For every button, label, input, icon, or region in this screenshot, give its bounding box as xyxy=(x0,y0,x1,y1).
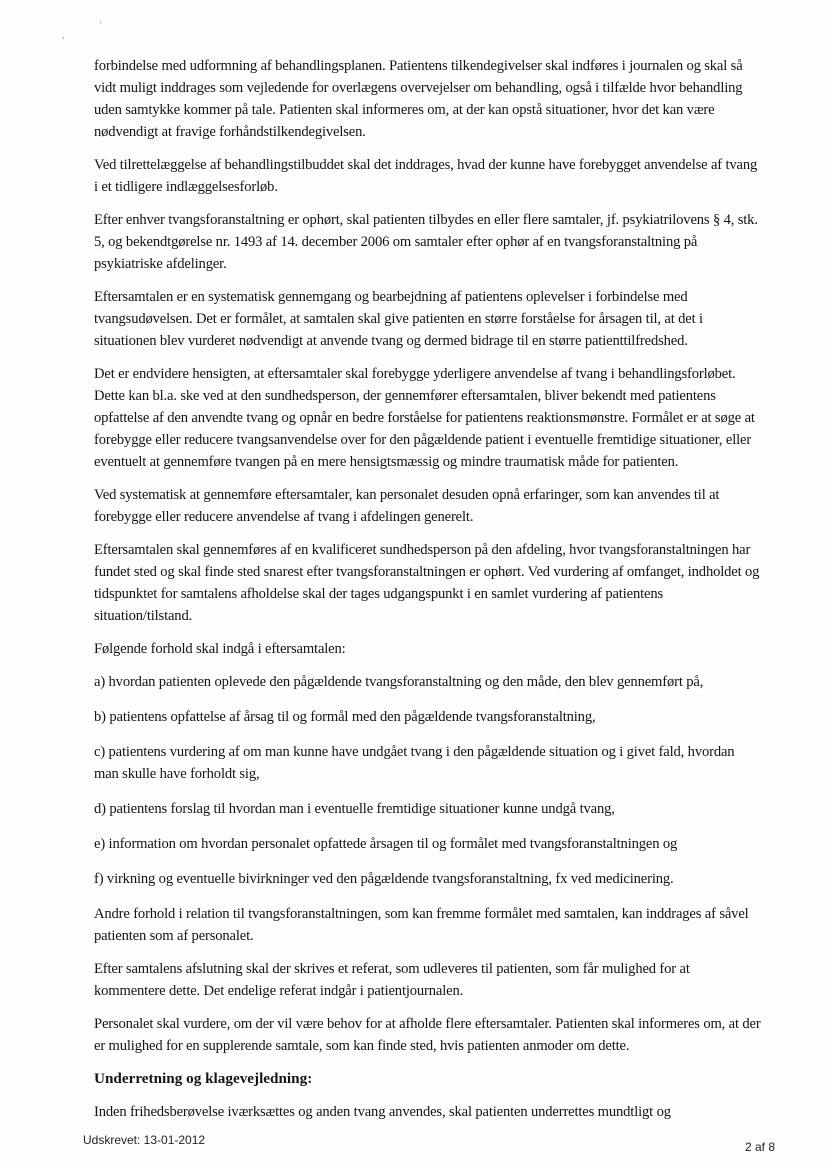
paragraph: Andre forhold i relation til tvangsforanstaltningen, som kan fremme formålet med samtalen, kan inddrages af såvel patienten som af personalet. xyxy=(94,906,749,944)
section-heading: Underretning og klagevejledning: xyxy=(94,1070,313,1087)
list-item: a) hvordan patienten oplevede den pågældende tvangsforanstaltning og den måde, den blev gennemført på, xyxy=(94,674,704,690)
paragraph: Inden frihedsberøvelse iværksættes og anden tvang anvendes, skal patienten underrettes mundtligt og xyxy=(94,1104,671,1120)
list-item: b) patientens opfattelse af årsag til og formål med den pågældende tvangsforanstaltning, xyxy=(94,709,596,725)
paragraph: Efter enhver tvangsforanstaltning er ophørt, skal patienten tilbydes en eller flere samtaler, jf. psykiatrilovens § 4, stk. 5, og bekendtgørelse nr. 1493 af 14. december 2006 om samtaler efter ophør af en tvangsforanstaltning på psykiatriske afdelinger. xyxy=(94,212,758,272)
paragraph: Det er endvidere hensigten, at eftersamtaler skal forebygge yderligere anvendelse af tvang i behandlingsforløbet. Dette kan bl.a. ske ved at den sundhedsperson, der gennemfører eftersamtalen, bliver bekendt med patientens opfattelse af den anvendte tvang og opnår en bedre forståelse for patientens reaktionsmønstre. Formålet er at søge at forebygge eller reducere tvangsanvendelse over for den pågældende patient i eventuelle fremtidige situationer, eller eventuelt at gennemføre tvangen på en mere hensigtsmæssig og mindre traumatisk måde for patienten. xyxy=(94,366,755,470)
page-number: 2 af 8 xyxy=(744,1140,775,1154)
paragraph: Følgende forhold skal indgå i eftersamtalen: xyxy=(94,641,346,657)
paragraph: Ved tilrettelæggelse af behandlingstilbuddet skal det inddrages, hvad der kunne have forebygget anvendelse af tvang i et tidligere indlæggelsesforløb. xyxy=(94,157,758,195)
list-item: d) patientens forslag til hvordan man i eventuelle fremtidige situationer kunne undgå tvang, xyxy=(94,801,615,817)
document-body xyxy=(94,55,762,1134)
print-date: Udskrevet: 13-01-2012 xyxy=(83,1133,206,1147)
paragraph: Efter samtalens afslutning skal der skrives et referat, som udleveres til patienten, som får mulighed for at kommentere dette. Det endelige referat indgår i patientjournalen. xyxy=(94,961,690,999)
paragraph: Eftersamtalen er en systematisk gennemgang og bearbejdning af patientens oplevelser i forbindelse med tvangsudøvelsen. Det er formålet, at samtalen skal give patienten en større forståelse for årsagen til, at det i situationen blev vurderet nødvendigt at anvende tvang og dermed bidrage til en større patienttilfredshed. xyxy=(94,289,703,349)
list-item: c) patientens vurdering af om man kunne have undgået tvang i den pågældende situation og i givet fald, hvordan man skulle have forholdt sig, xyxy=(94,744,735,782)
scan-speck: , xyxy=(62,30,65,40)
list-item: f) virkning og eventuelle bivirkninger ved den pågældende tvangsforanstaltning, fx ved medicinering. xyxy=(94,871,674,887)
scan-speck: ' xyxy=(100,20,102,30)
paragraph: Personalet skal vurdere, om der vil være behov for at afholde flere eftersamtaler. Patienten skal informeres om, at der er mulighed for en supplerende samtale, som kan finde sted, hvis patienten anmoder om dette. xyxy=(94,1016,761,1054)
list-item: e) information om hvordan personalet opfattede årsagen til og formålet med tvangsforanstaltningen og xyxy=(94,836,678,852)
paragraph: forbindelse med udformning af behandlingsplanen. Patientens tilkendegivelser skal indføres i journalen og skal så vidt muligt inddrages som vejledende for overlægens overvejelser om behandling, også i tilfælde hvor behandling uden samtykke kommer på tale. Patienten skal informeres om, at der kan opstå situationer, hvor det kan være nødvendigt at fravige forhåndstilkendegivelsen. xyxy=(94,58,743,140)
paragraph: Ved systematisk at gennemføre eftersamtaler, kan personalet desuden opnå erfaringer, som kan anvendes til at forebygge eller reducere anvendelse af tvang i afdelingen generelt. xyxy=(94,487,720,525)
paragraph: Eftersamtalen skal gennemføres af en kvalificeret sundhedsperson på den afdeling, hvor tvangsforanstaltningen har fundet sted og skal finde sted snarest efter tvangsforanstaltningen er ophørt. Ved vurdering af omfanget, indholdet og tidspunktet for samtalens afholdelse skal der tages udgangspunkt i en samlet vurdering af patientens situation/tilstand. xyxy=(94,542,760,624)
